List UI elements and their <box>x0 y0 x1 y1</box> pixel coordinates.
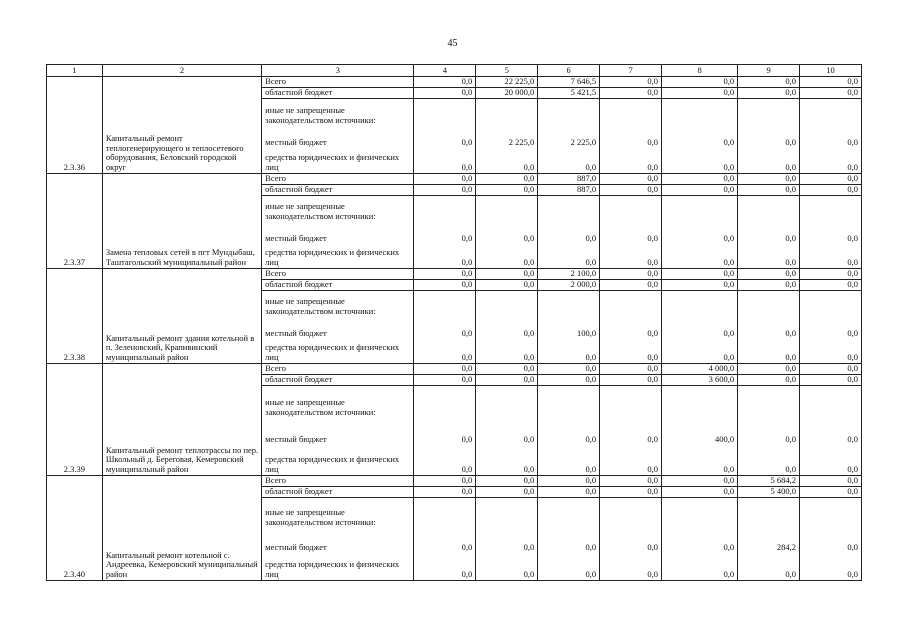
value-cell: 0,0 <box>476 445 538 476</box>
value-cell: 0,0 <box>414 148 476 174</box>
value-cell: 0,0 <box>600 88 662 99</box>
value-cell: 0,0 <box>662 280 738 291</box>
empty-cell <box>662 99 738 127</box>
empty-cell <box>738 196 800 223</box>
row-label-legal-persons: средства юридических и физических лиц <box>262 339 414 364</box>
value-cell: 0,0 <box>476 418 538 445</box>
value-cell: 0,0 <box>800 553 862 581</box>
value-cell: 0,0 <box>800 375 862 386</box>
value-cell: 0,0 <box>800 126 862 148</box>
value-cell: 20 000,0 <box>476 88 538 99</box>
row-label-legal-persons: средства юридических и физических лиц <box>262 445 414 476</box>
value-cell: 400,0 <box>662 418 738 445</box>
value-cell: 0,0 <box>800 528 862 553</box>
value-cell: 0,0 <box>538 445 600 476</box>
value-cell: 0,0 <box>414 528 476 553</box>
value-cell: 0,0 <box>538 476 600 487</box>
row-label-regional: областной бюджет <box>262 185 414 196</box>
value-cell: 0,0 <box>600 375 662 386</box>
row-label-other-sources: иные не запрещенные законодательством источники: <box>262 498 414 529</box>
value-cell: 0,0 <box>476 375 538 386</box>
value-cell: 0,0 <box>800 174 862 185</box>
value-cell: 0,0 <box>600 339 662 364</box>
value-cell: 0,0 <box>738 88 800 99</box>
empty-cell <box>800 498 862 529</box>
value-cell: 0,0 <box>662 148 738 174</box>
row-label-other-sources: иные не запрещенные законодательством источники: <box>262 291 414 318</box>
column-header-2: 2 <box>102 65 261 77</box>
value-cell: 0,0 <box>738 126 800 148</box>
column-header-3: 3 <box>262 65 414 77</box>
value-cell: 0,0 <box>414 364 476 375</box>
empty-cell <box>414 498 476 529</box>
column-header-10: 10 <box>800 65 862 77</box>
value-cell: 0,0 <box>800 487 862 498</box>
value-cell: 0,0 <box>538 364 600 375</box>
value-cell: 0,0 <box>476 280 538 291</box>
empty-cell <box>538 99 600 127</box>
item-name: Капитальный ремонт теплотрассы по пер. Школьный д. Береговая, Кемеровский муниципальный район <box>102 364 261 476</box>
value-cell: 0,0 <box>600 317 662 339</box>
value-cell: 0,0 <box>538 222 600 244</box>
value-cell: 887,0 <box>538 185 600 196</box>
table-row <box>47 174 862 185</box>
value-cell: 0,0 <box>600 418 662 445</box>
value-cell: 5 421,5 <box>538 88 600 99</box>
row-label-other-sources: иные не запрещенные законодательством источники: <box>262 196 414 223</box>
value-cell: 0,0 <box>538 528 600 553</box>
value-cell: 0,0 <box>662 445 738 476</box>
value-cell: 0,0 <box>414 269 476 280</box>
row-label-total: Всего <box>262 77 414 88</box>
value-cell: 0,0 <box>476 174 538 185</box>
value-cell: 0,0 <box>738 339 800 364</box>
value-cell: 0,0 <box>662 528 738 553</box>
value-cell: 0,0 <box>414 418 476 445</box>
empty-cell <box>476 99 538 127</box>
row-label-total: Всего <box>262 476 414 487</box>
item-code: 2.3.40 <box>47 476 103 581</box>
table-row <box>47 77 862 88</box>
value-cell: 0,0 <box>600 185 662 196</box>
empty-cell <box>738 386 800 419</box>
value-cell: 0,0 <box>600 148 662 174</box>
empty-cell <box>800 291 862 318</box>
value-cell: 0,0 <box>414 280 476 291</box>
value-cell: 0,0 <box>476 476 538 487</box>
value-cell: 0,0 <box>414 174 476 185</box>
value-cell: 0,0 <box>476 269 538 280</box>
value-cell: 22 225,0 <box>476 77 538 88</box>
value-cell: 0,0 <box>414 244 476 269</box>
value-cell: 0,0 <box>476 364 538 375</box>
value-cell: 0,0 <box>600 269 662 280</box>
row-label-local: местный бюджет <box>262 418 414 445</box>
value-cell: 0,0 <box>662 317 738 339</box>
empty-cell <box>800 196 862 223</box>
header-row <box>47 65 862 77</box>
value-cell: 0,0 <box>662 339 738 364</box>
empty-cell <box>738 291 800 318</box>
value-cell: 0,0 <box>738 553 800 581</box>
empty-cell <box>738 99 800 127</box>
row-label-local: местный бюджет <box>262 317 414 339</box>
empty-cell <box>662 291 738 318</box>
value-cell: 0,0 <box>414 375 476 386</box>
value-cell: 0,0 <box>738 364 800 375</box>
empty-cell <box>538 498 600 529</box>
row-label-local: местный бюджет <box>262 126 414 148</box>
value-cell: 0,0 <box>662 244 738 269</box>
value-cell: 0,0 <box>738 280 800 291</box>
value-cell: 0,0 <box>800 476 862 487</box>
row-label-local: местный бюджет <box>262 528 414 553</box>
value-cell: 0,0 <box>800 148 862 174</box>
row-label-total: Всего <box>262 269 414 280</box>
value-cell: 0,0 <box>738 185 800 196</box>
item-code: 2.3.36 <box>47 77 103 174</box>
value-cell: 0,0 <box>538 148 600 174</box>
empty-cell <box>600 196 662 223</box>
value-cell: 0,0 <box>414 553 476 581</box>
empty-cell <box>476 498 538 529</box>
value-cell: 0,0 <box>600 280 662 291</box>
value-cell: 284,2 <box>738 528 800 553</box>
empty-cell <box>662 196 738 223</box>
value-cell: 0,0 <box>476 339 538 364</box>
value-cell: 0,0 <box>414 317 476 339</box>
value-cell: 0,0 <box>800 317 862 339</box>
empty-cell <box>414 386 476 419</box>
value-cell: 0,0 <box>414 77 476 88</box>
value-cell: 0,0 <box>662 476 738 487</box>
value-cell: 0,0 <box>476 185 538 196</box>
value-cell: 0,0 <box>414 126 476 148</box>
item-name: Капитальный ремонт здания котельной в п. Зеленовский, Крапивинский муниципальный район <box>102 269 261 364</box>
value-cell: 0,0 <box>738 445 800 476</box>
item-name: Замена тепловых сетей в пгт Мундыбаш, Таштагольский муниципальный район <box>102 174 261 269</box>
empty-cell <box>476 196 538 223</box>
value-cell: 0,0 <box>800 185 862 196</box>
value-cell: 0,0 <box>662 126 738 148</box>
value-cell: 0,0 <box>600 476 662 487</box>
empty-cell <box>538 386 600 419</box>
budget-table <box>46 64 862 581</box>
empty-cell <box>414 99 476 127</box>
value-cell: 0,0 <box>600 445 662 476</box>
value-cell: 0,0 <box>738 77 800 88</box>
value-cell: 0,0 <box>414 445 476 476</box>
value-cell: 0,0 <box>414 222 476 244</box>
column-header-6: 6 <box>538 65 600 77</box>
value-cell: 0,0 <box>800 244 862 269</box>
value-cell: 2 225,0 <box>476 126 538 148</box>
value-cell: 0,0 <box>414 476 476 487</box>
empty-cell <box>476 386 538 419</box>
value-cell: 0,0 <box>476 222 538 244</box>
empty-cell <box>538 291 600 318</box>
value-cell: 0,0 <box>738 174 800 185</box>
row-label-regional: областной бюджет <box>262 88 414 99</box>
value-cell: 0,0 <box>476 528 538 553</box>
item-code: 2.3.38 <box>47 269 103 364</box>
row-label-other-sources: иные не запрещенные законодательством источники: <box>262 386 414 419</box>
value-cell: 0,0 <box>738 375 800 386</box>
value-cell: 0,0 <box>800 364 862 375</box>
value-cell: 0,0 <box>738 244 800 269</box>
value-cell: 0,0 <box>476 317 538 339</box>
value-cell: 0,0 <box>738 418 800 445</box>
value-cell: 0,0 <box>476 244 538 269</box>
value-cell: 0,0 <box>476 148 538 174</box>
row-label-legal-persons: средства юридических и физических лиц <box>262 148 414 174</box>
column-header-7: 7 <box>600 65 662 77</box>
value-cell: 0,0 <box>662 222 738 244</box>
value-cell: 0,0 <box>662 185 738 196</box>
item-name: Капитальный ремонт котельной с. Андреевка, Кемеровский муниципальный район <box>102 476 261 581</box>
value-cell: 0,0 <box>662 553 738 581</box>
empty-cell <box>662 386 738 419</box>
value-cell: 0,0 <box>800 339 862 364</box>
value-cell: 0,0 <box>538 418 600 445</box>
row-label-total: Всего <box>262 174 414 185</box>
value-cell: 0,0 <box>600 364 662 375</box>
value-cell: 0,0 <box>538 487 600 498</box>
value-cell: 5 684,2 <box>738 476 800 487</box>
value-cell: 0,0 <box>662 174 738 185</box>
value-cell: 2 225,0 <box>538 126 600 148</box>
empty-cell <box>600 498 662 529</box>
value-cell: 0,0 <box>662 88 738 99</box>
table-row <box>47 476 862 487</box>
row-label-total: Всего <box>262 364 414 375</box>
value-cell: 0,0 <box>800 222 862 244</box>
value-cell: 0,0 <box>662 487 738 498</box>
value-cell: 0,0 <box>600 487 662 498</box>
empty-cell <box>414 196 476 223</box>
row-label-regional: областной бюджет <box>262 280 414 291</box>
value-cell: 3 600,0 <box>662 375 738 386</box>
value-cell: 0,0 <box>600 77 662 88</box>
empty-cell <box>538 196 600 223</box>
column-header-8: 8 <box>662 65 738 77</box>
value-cell: 5 400,0 <box>738 487 800 498</box>
value-cell: 4 000,0 <box>662 364 738 375</box>
value-cell: 0,0 <box>738 222 800 244</box>
item-code: 2.3.39 <box>47 364 103 476</box>
value-cell: 887,0 <box>538 174 600 185</box>
value-cell: 0,0 <box>414 88 476 99</box>
column-header-4: 4 <box>414 65 476 77</box>
row-label-legal-persons: средства юридических и физических лиц <box>262 553 414 581</box>
item-code: 2.3.37 <box>47 174 103 269</box>
value-cell: 0,0 <box>662 77 738 88</box>
empty-cell <box>800 386 862 419</box>
page-number: 45 <box>447 38 458 49</box>
value-cell: 0,0 <box>738 269 800 280</box>
value-cell: 0,0 <box>600 126 662 148</box>
value-cell: 0,0 <box>538 375 600 386</box>
value-cell: 0,0 <box>600 222 662 244</box>
empty-cell <box>738 498 800 529</box>
value-cell: 0,0 <box>538 339 600 364</box>
empty-cell <box>476 291 538 318</box>
value-cell: 0,0 <box>800 418 862 445</box>
row-label-regional: областной бюджет <box>262 375 414 386</box>
empty-cell <box>800 99 862 127</box>
empty-cell <box>600 386 662 419</box>
column-header-1: 1 <box>47 65 103 77</box>
column-header-5: 5 <box>476 65 538 77</box>
item-name: Капитальный ремонт теплогенерирующего и теплосетевого оборудования, Беловский городской округ <box>102 77 261 174</box>
row-label-regional: областной бюджет <box>262 487 414 498</box>
empty-cell <box>600 291 662 318</box>
value-cell: 0,0 <box>800 269 862 280</box>
value-cell: 0,0 <box>414 185 476 196</box>
value-cell: 0,0 <box>476 553 538 581</box>
value-cell: 0,0 <box>600 553 662 581</box>
value-cell: 0,0 <box>800 88 862 99</box>
value-cell: 0,0 <box>600 528 662 553</box>
value-cell: 0,0 <box>800 77 862 88</box>
value-cell: 0,0 <box>538 244 600 269</box>
value-cell: 100,0 <box>538 317 600 339</box>
value-cell: 0,0 <box>600 174 662 185</box>
value-cell: 0,0 <box>476 487 538 498</box>
column-header-9: 9 <box>738 65 800 77</box>
empty-cell <box>662 498 738 529</box>
value-cell: 0,0 <box>414 339 476 364</box>
value-cell: 0,0 <box>800 445 862 476</box>
value-cell: 0,0 <box>800 280 862 291</box>
value-cell: 2 100,0 <box>538 269 600 280</box>
value-cell: 0,0 <box>662 269 738 280</box>
empty-cell <box>600 99 662 127</box>
value-cell: 0,0 <box>538 553 600 581</box>
value-cell: 7 646,5 <box>538 77 600 88</box>
row-label-local: местный бюджет <box>262 222 414 244</box>
value-cell: 0,0 <box>738 148 800 174</box>
table-row <box>47 269 862 280</box>
table-row <box>47 364 862 375</box>
row-label-other-sources: иные не запрещенные законодательством источники: <box>262 99 414 127</box>
value-cell: 0,0 <box>738 317 800 339</box>
row-label-legal-persons: средства юридических и физических лиц <box>262 244 414 269</box>
value-cell: 0,0 <box>600 244 662 269</box>
value-cell: 0,0 <box>414 487 476 498</box>
value-cell: 2 000,0 <box>538 280 600 291</box>
empty-cell <box>414 291 476 318</box>
